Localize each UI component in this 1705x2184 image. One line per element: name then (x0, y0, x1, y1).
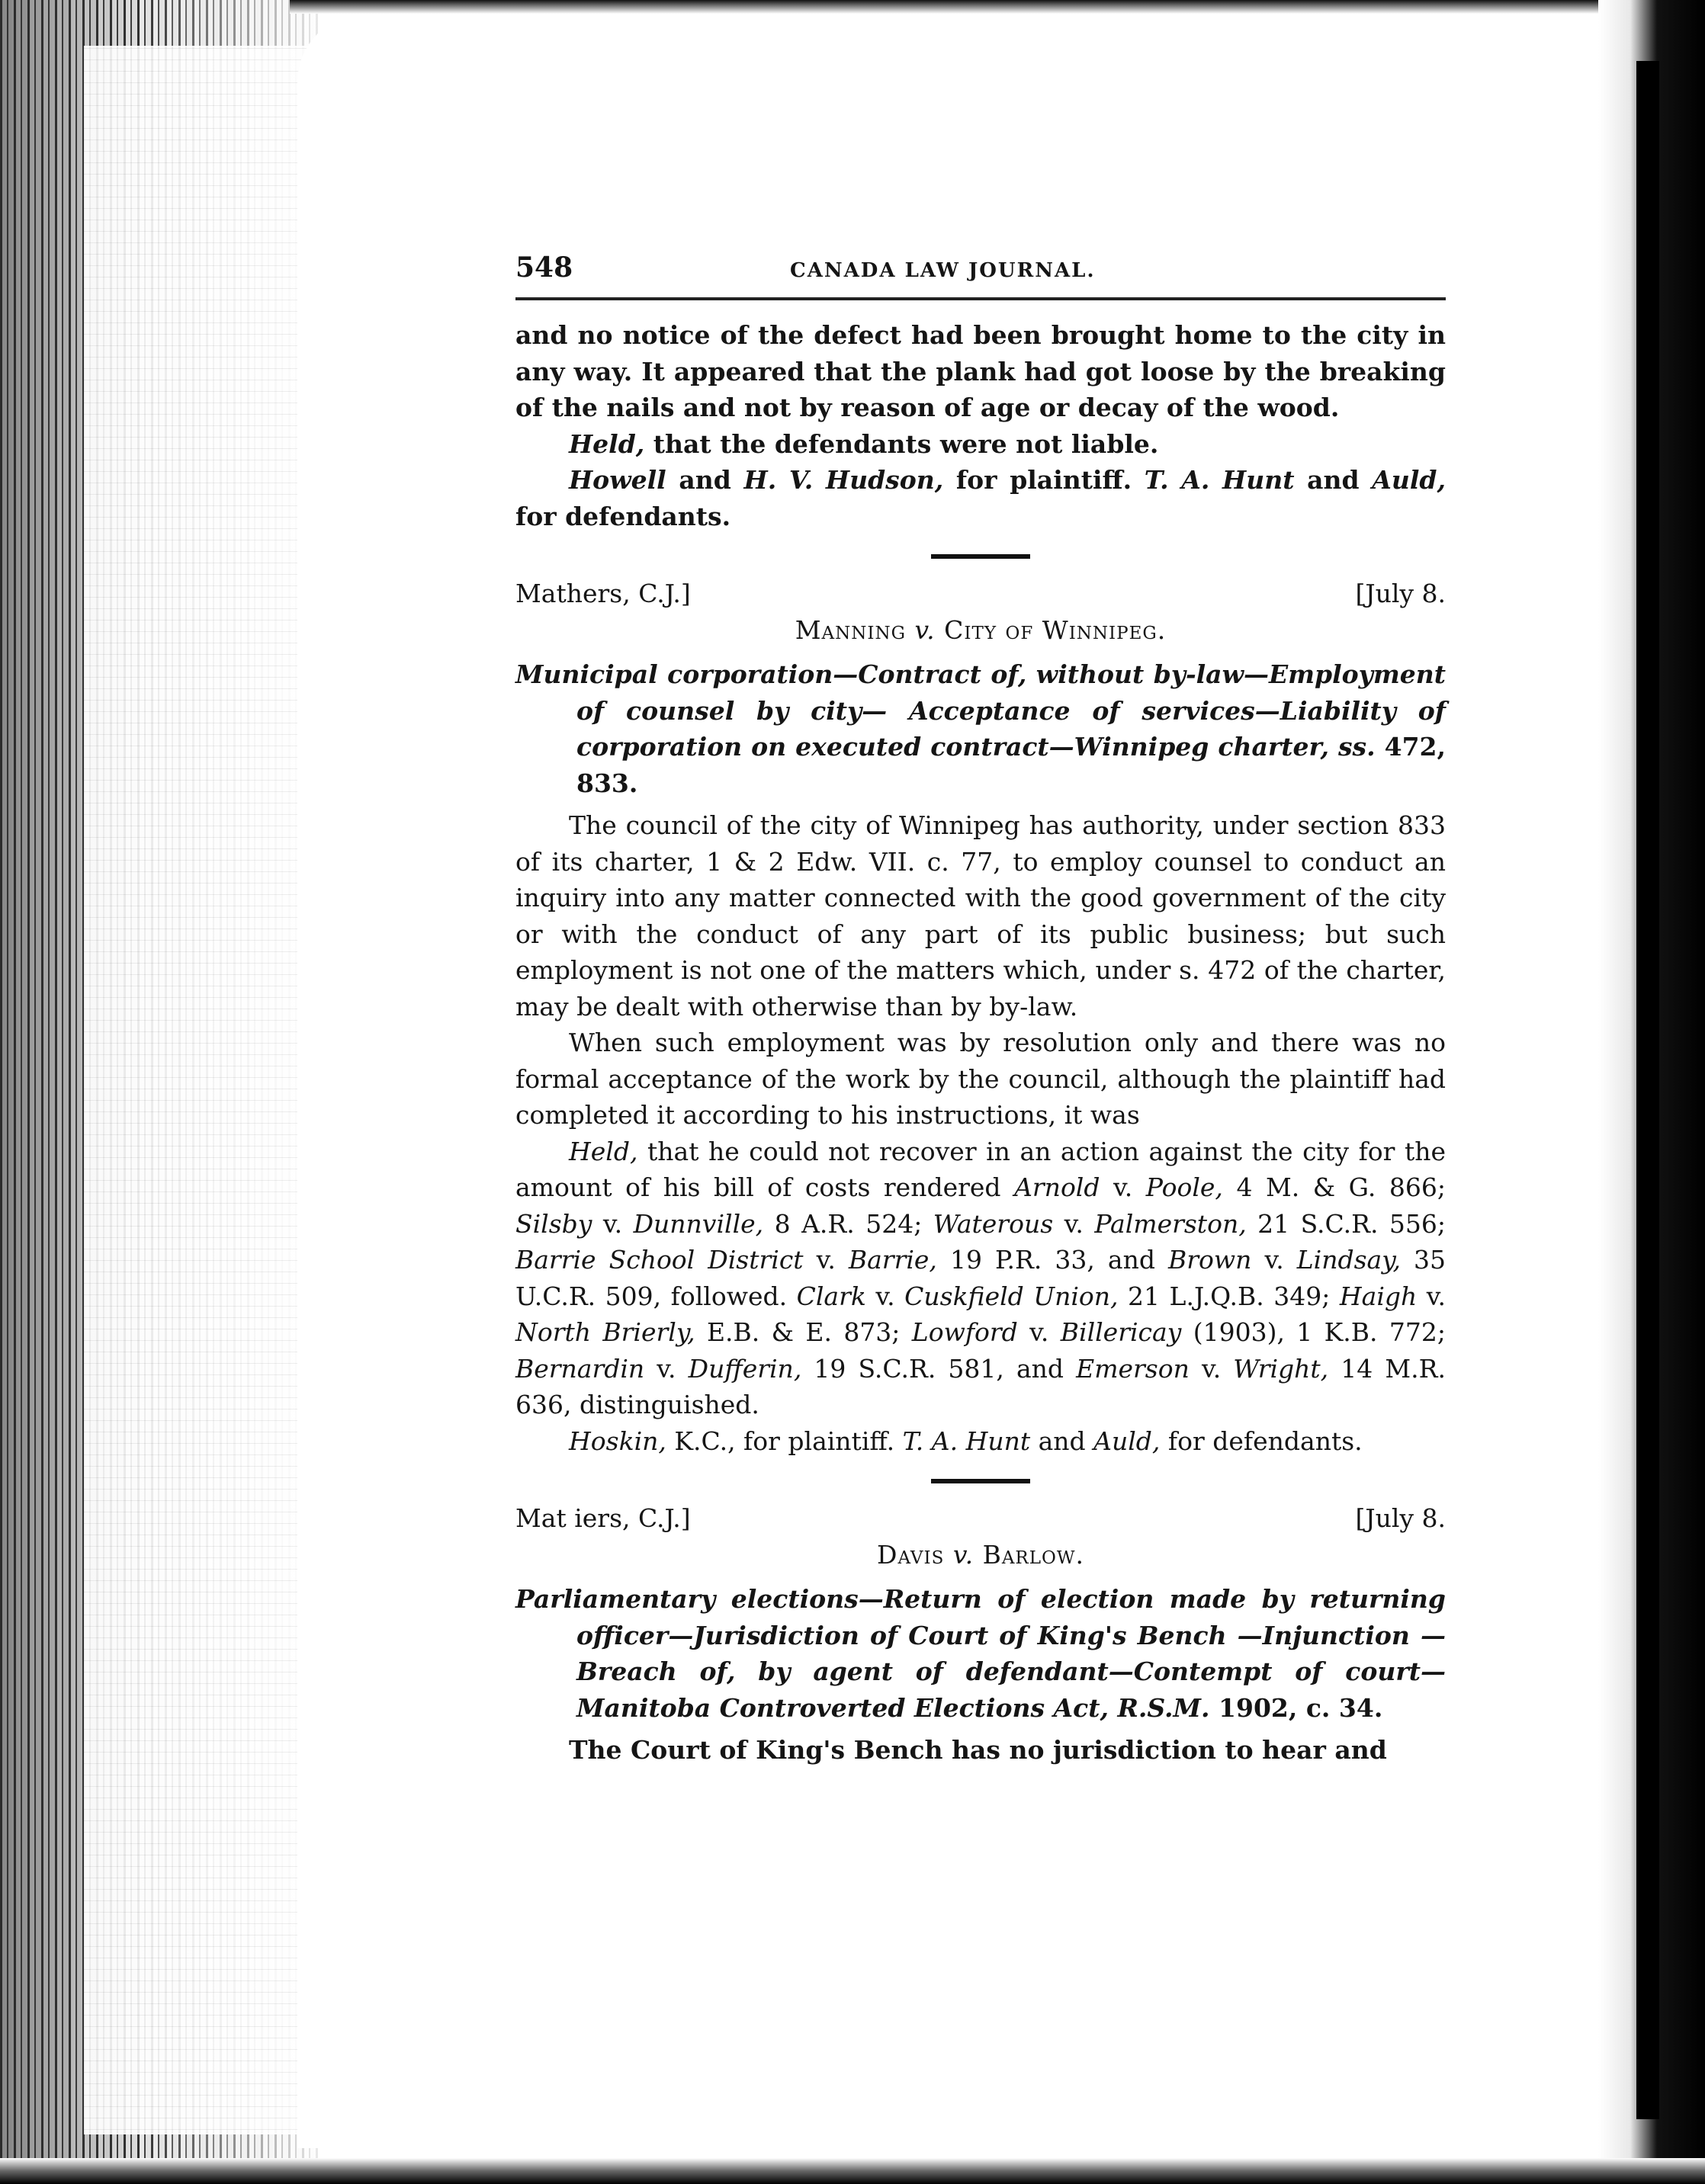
citation-reference: 4 M. & G. 866; (1222, 1172, 1446, 1202)
judge-name: Mat iers, C.J.] (515, 1503, 691, 1533)
case-citation: Poole, (1145, 1172, 1223, 1202)
citation-versus: v. (644, 1353, 689, 1384)
counsel-name: H. V. Hudson, (743, 465, 944, 495)
case-citation: Emerson (1076, 1353, 1190, 1384)
counsel-name: T. A. Hunt (1144, 465, 1295, 495)
case-party: Barlow. (974, 1540, 1085, 1570)
case-citation: Cuskfield Union, (904, 1281, 1119, 1311)
section-divider (931, 1479, 1030, 1483)
judge-line (515, 1500, 1446, 1537)
counsel-joiner: and (1030, 1426, 1094, 1456)
case-party: Davis (876, 1540, 953, 1570)
page-number: 548 (515, 252, 573, 284)
judge-name: Mathers, C.J.] (515, 579, 691, 608)
held-text: that he could not recover in an action against the city for the amount of his bill of costs rendered (515, 1136, 1446, 1202)
headnote (515, 656, 1446, 801)
case-citation: Billericay (1060, 1317, 1182, 1347)
body-paragraph: The council of the city of Winnipeg has authority, under section 833 of its charter, 1 & 2 Edw. VII. c. 77, to employ counsel to conduct an inquiry into any matter connected with the good government of the city or with the conduct of any part of its public business; but such employment is not one of the matters which, under s. 472 of the charter, may be dealt with otherwise than by by-law. (515, 810, 1446, 1021)
running-head (515, 252, 1446, 300)
case-title (515, 612, 1446, 649)
held-word: Held, (569, 1136, 638, 1166)
held-text: that the defendants were not liable. (644, 428, 1159, 459)
judge-line (515, 576, 1446, 612)
citation-reference: 21 S.C.R. 556; (1246, 1208, 1447, 1239)
case-citation: Barrie, (848, 1245, 937, 1275)
case-citation: Wright, (1233, 1353, 1329, 1384)
counsel-paragraph (515, 462, 1446, 534)
counsel-role: for plaintiff. (943, 465, 1145, 495)
journal-title: CANADA LAW JOURNAL. (790, 259, 1096, 282)
counsel-paragraph (515, 1423, 1446, 1460)
case-citation: Barrie School District (515, 1245, 804, 1275)
counsel-joiner: and (666, 465, 744, 495)
case-citation: Haigh (1339, 1281, 1418, 1311)
case-citation: Silsby (515, 1208, 592, 1239)
held-citations-paragraph (515, 1134, 1446, 1423)
citation-reference: 21 L.J.Q.B. 349; (1118, 1281, 1340, 1311)
citation-reference: 35 U.C.R. 509, followed. (515, 1245, 1447, 1311)
right-edge-dark-band (1636, 61, 1659, 2119)
case-manning-v-winnipeg (515, 576, 1446, 1459)
citation-reference: 8 A.R. 524; (763, 1208, 933, 1239)
case-citation: Bernardin (515, 1353, 645, 1384)
citation-reference: (1903), 1 K.B. 772; (1181, 1317, 1447, 1347)
citation-versus: v. (592, 1208, 634, 1239)
citation-versus: v. (1017, 1317, 1061, 1347)
citation-versus: v. (865, 1281, 905, 1311)
counsel-name: T. A. Hunt (902, 1426, 1031, 1456)
binding-page-edges (84, 46, 313, 2134)
counsel-role: for defendants. (1160, 1426, 1363, 1456)
headnote-text: Municipal corporation—Contract of, without by-law—Employment of counsel by city— Acceptance of services—Liability of corporation on executed contract—Winnipeg charter, ss. (515, 659, 1446, 762)
case-party: City of Winnipeg. (935, 615, 1167, 645)
citation-versus: v. (1100, 1172, 1146, 1202)
case-citation: Clark (796, 1281, 866, 1311)
counsel-name: Howell (569, 465, 666, 495)
counsel-name: Auld, (1372, 465, 1446, 495)
section-divider (931, 554, 1030, 559)
counsel-role: for defendants. (515, 501, 731, 531)
bottom-edge-shadow (0, 2158, 1705, 2184)
body-paragraph: When such employment was by resolution only and there was no formal acceptance of the work by the council, although the plaintiff had completed it according to his instructions, it was (515, 1028, 1446, 1130)
citation-versus: v. (1053, 1208, 1095, 1239)
judgment-date: [July 8. (1355, 579, 1446, 608)
case-davis-v-barlow (515, 1500, 1446, 1769)
continuation-section (515, 317, 1446, 534)
case-citation: Arnold (1014, 1172, 1100, 1202)
citation-versus: v. (803, 1245, 849, 1275)
case-versus: v. (952, 1540, 975, 1570)
headnote-sections: 472, 833. (576, 732, 1446, 798)
case-citation: North Brierly, (515, 1317, 695, 1347)
citation-reference: 19 P.R. 33, and (936, 1245, 1169, 1275)
citation-versus: v. (1189, 1353, 1234, 1384)
case-citation: Lindsay, (1296, 1245, 1401, 1275)
case-citation: Palmerston, (1094, 1208, 1247, 1239)
case-versus: v. (914, 615, 936, 645)
headnote (515, 1581, 1446, 1726)
page-content (515, 252, 1446, 1769)
top-edge-shadow (290, 0, 1632, 14)
counsel-name: Auld, (1093, 1426, 1161, 1456)
held-word: Held, (569, 428, 645, 459)
headnote-sections: 1902, c. 34. (1209, 1692, 1383, 1723)
citation-versus: v. (1251, 1245, 1297, 1275)
held-paragraph (515, 426, 1446, 463)
citation-reference: E.B. & E. 873; (695, 1317, 912, 1347)
case-citation: Dufferin, (688, 1353, 802, 1384)
case-citation: Lowford (911, 1317, 1018, 1347)
counsel-role: K.C., for plaintiff. (666, 1426, 903, 1456)
case-citation: Brown (1168, 1245, 1252, 1275)
citation-reference: 14 M.R. 636, distinguished. (515, 1353, 1446, 1419)
continuation-paragraph: and no notice of the defect had been brought home to the city in any way. It appeared that the plank had got loose by the breaking of the nails and not by reason of age or decay of the wood. (515, 320, 1446, 422)
case-citation: Dunnville, (633, 1208, 764, 1239)
counsel-name: Hoskin, (569, 1426, 666, 1456)
case-title (515, 1537, 1446, 1573)
case-party: Manning (795, 615, 915, 645)
counsel-joiner: and (1294, 465, 1373, 495)
citation-reference: 19 S.C.R. 581, and (801, 1353, 1077, 1384)
case-citation: Waterous (933, 1208, 1054, 1239)
body-paragraph: The Court of King's Bench has no jurisdiction to hear and (569, 1735, 1387, 1765)
headnote-text: Parliamentary elections—Return of election made by returning officer—Jurisdiction of Court of King's Bench —Injunction —Breach of, by agent of defendant—Contempt of court— Manitoba Controverted Elections Act, R.S.M. (515, 1584, 1446, 1723)
citation-versus: v. (1417, 1281, 1446, 1311)
judgment-date: [July 8. (1355, 1503, 1446, 1533)
